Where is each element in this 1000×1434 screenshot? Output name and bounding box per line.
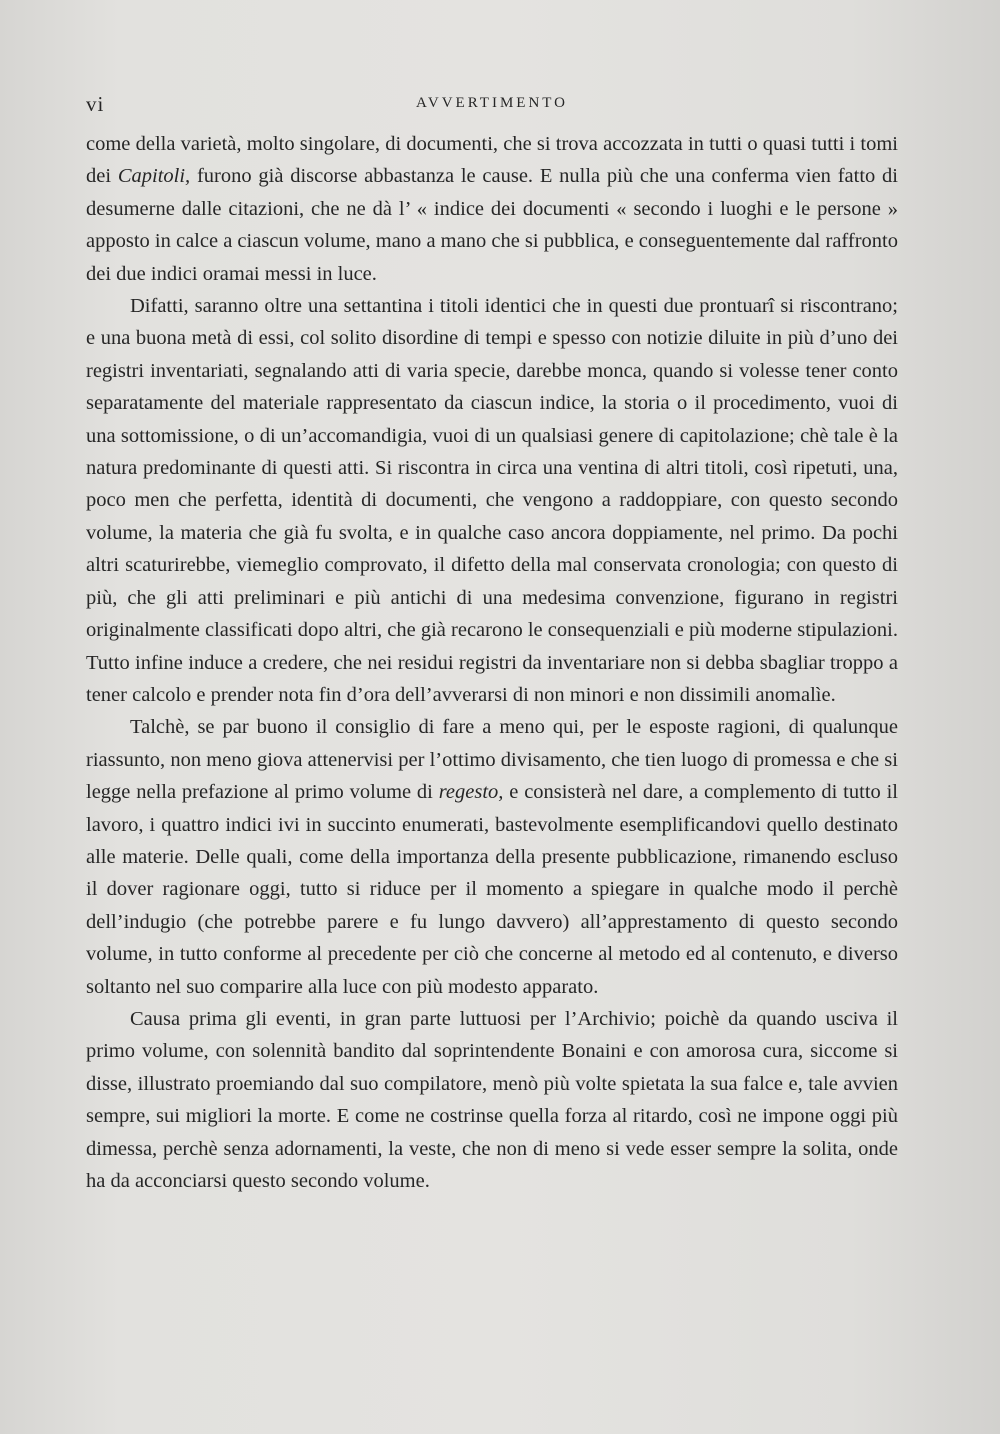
paragraph-1-italic-capitoli: Capitoli, — [117, 165, 191, 188]
paragraph-1-text-a: come della varietà, molto singolare, di documenti, che si trova accozzata in tutti o quasi tutti i tomi dei — [86, 133, 898, 188]
paragraph-2: Difatti, saranno oltre una settantina i titoli identici che in questi due prontuarî si riscontrano; e una buona metà di essi, col solito disordine di tempi e spesso con notizie diluite in più d’uno dei registri inventariati, segnalando atti di varia specie, darebbe monca, quando si volesse tener conto separatamente del materiale rappresentato da ciascun indice, la storia o il procedimento, vuoi di una sottomissione, o di un’accomandigia, vuoi di un qualsiasi genere di capitolazione; chè tale è la natura predominante di questi atti. Si riscontra in circa una ventina di altri titoli, così ripetuti, una, poco men che perfetta, identità di documenti, che vengono a raddoppiare, con questo secondo volume, la materia che già fu svolta, e in qualche caso ancora doppiamente, nel primo. Da pochi altri scaturirebbe, viemeglio comprovato, il difetto della mal conservata cronologia; con questo di più, che gli atti preliminari e più antichi di una medesima convenzione, figurano in registri originalmente classificati dopo altri, che già recarono le consequenziali e più moderne stipulazioni. Tutto infine induce a credere, che nei residui registri da inventariare non si debba sbagliar troppo a tener calcolo e prender nota fin d’ora dell’avverarsi di non minori e non dissimili anomalìe. — [86, 295, 898, 706]
paragraph-3-text-a: Talchè, se par buono il consiglio di fare a meno qui, per le esposte ragioni, di qualunque riassunto, non meno giova attenervisi per l’ottimo divisamento, che tien luogo di promessa e che si legge nella prefazione al primo volume di — [86, 716, 898, 804]
paragraph-1-text-b: furono già discorse abbastanza le cause. E nulla più che una conferma vien fatto di desumerne dalle citazioni, che ne dà l’ « indice dei documenti « secondo i luoghi e le persone » apposto in calce a ciascun volume, mano a mano che si pubblica, e conseguentemente dal raffronto dei due indici oramai messi in luce. — [86, 165, 898, 285]
paragraph-3-italic-regesto: regesto, — [438, 781, 504, 804]
paragraph-3 — [86, 711, 898, 1003]
body-text — [86, 128, 898, 1197]
paragraph-4: Causa prima gli eventi, in gran parte luttuosi per l’Archivio; poichè da quando usciva il primo volume, con solennità bandito dal soprintendente Bonaini e con amorosa cura, siccome si disse, illustrato proemiando dal suo compilatore, menò più volte spietata la sua falce e, tale avvien sempre, sui migliori la morte. E come ne costrinse quella forza al ritardo, così ne impone oggi più dimessa, perchè senza adornamenti, la veste, che non di meno si vede esser sempre la solita, onde ha da acconciarsi questo secondo volume. — [86, 1007, 898, 1192]
page-number: vi — [86, 92, 105, 116]
running-head — [86, 92, 898, 116]
paragraph-3-text-b: e consisterà nel dare, a complemento di tutto il lavoro, i quattro indici ivi in succinto enumerati, bastevolmente esemplificandovi quello destinato alle materie. Delle quali, come della importanza della presente pubblicazione, rimanendo escluso il dover ragionare oggi, tutto si riduce per il momento a spiegare in qualche modo il perchè dell’indugio (che potrebbe parere e fu lungo davvero) all’apprestamento di questo secondo volume, in tutto conforme al precedente per ciò che concerne al metodo ed al contenuto, e diverso soltanto nel suo comparire alla luce con più modesto apparato. — [86, 781, 898, 998]
paragraph-1 — [86, 128, 898, 290]
running-title: AVVERTIMENTO — [415, 95, 569, 111]
